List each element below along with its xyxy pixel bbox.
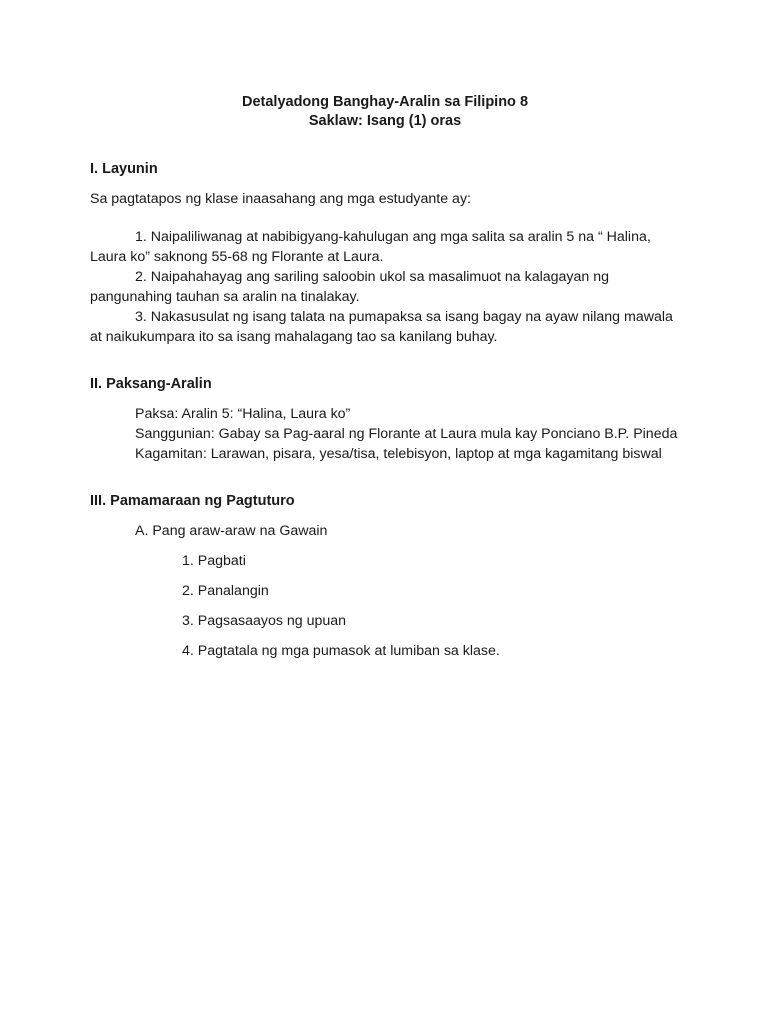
paksang-aralin-details [90, 404, 680, 464]
paksa-line: Paksa: Aralin 5: “Halina, Laura ko” [135, 406, 351, 422]
gawain-item-3: 3. Pagsasaayos ng upuan [182, 613, 347, 629]
layunin-list [90, 227, 680, 347]
pang-araw-araw-heading: A. Pang araw-araw na Gawain [135, 523, 328, 539]
sanggunian-line: Sanggunian: Gabay sa Pag-aaral ng Florante at Laura mula kay Ponciano B.P. Pineda [135, 426, 678, 442]
title-line-1: Detalyadong Banghay-Aralin sa Filipino 8 [241, 94, 529, 110]
layunin-item-3: 3. Nakasusulat ng isang talata na pumapaksa sa isang bagay na ayaw nilang mawala at naikukumpara ito sa isang mahalagang tao sa kanilang buhay. [90, 309, 673, 345]
layunin-intro: Sa pagtatapos ng klase inaasahang ang mga estudyante ay: [90, 191, 471, 207]
document-title [90, 93, 680, 131]
section-heading-layunin: I. Layunin [90, 161, 158, 177]
gawain-item-4: 4. Pagtatala ng mga pumasok at lumiban sa klase. [182, 643, 500, 659]
gawain-item-2: 2. Panalangin [182, 583, 269, 599]
gawain-item-1: 1. Pagbati [182, 553, 246, 569]
title-line-2: Saklaw: Isang (1) oras [308, 113, 462, 129]
kagamitan-line: Kagamitan: Larawan, pisara, yesa/tisa, telebisyon, laptop at mga kagamitang biswal [135, 446, 662, 462]
layunin-item-2: 2. Naipahahayag ang sariling saloobin ukol sa masalimuot na kalagayan ng pangunahing tauhan sa aralin na tinalakay. [90, 269, 610, 305]
section-heading-pamamaraan: III. Pamamaraan ng Pagtuturo [90, 493, 295, 509]
gawain-list [90, 551, 680, 661]
layunin-item-1: 1. Naipaliliwanag at nabibigyang-kahulugan ang mga salita sa aralin 5 na “ Halina, Laura ko” saknong 55-68 ng Florante at Laura. [90, 229, 651, 265]
document-page [90, 93, 680, 661]
section-heading-paksang-aralin: II. Paksang-Aralin [90, 376, 212, 392]
